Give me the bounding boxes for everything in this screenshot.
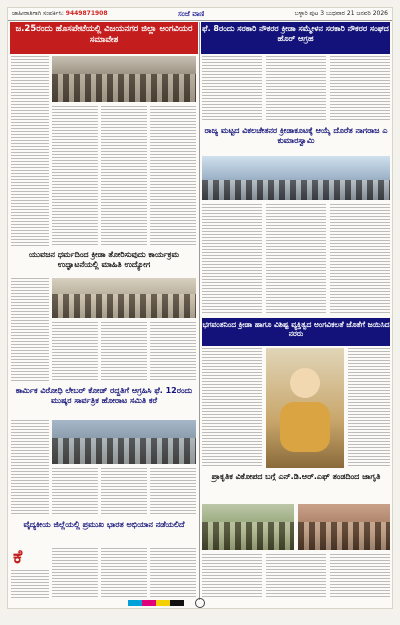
article-a5-col4	[150, 468, 196, 516]
photo-a3	[202, 156, 390, 200]
photo-a5	[52, 420, 196, 464]
headline-a5: ಕಾರ್ಮಿಕ ವಿರೋಧಿ ಲೇಬರ್ ಕೋಡ್ ರದ್ದತಿಗೆ ಆಗ್ರಹಿಸಿ ಫೆ. 12ರಂದು ಮುಷ್ಕರ ಸಾರ್ವತ್ರಿಕ ಹೋರಾಟ ಸಮಿತಿ ಕರೆ	[15, 386, 193, 405]
headline-a7: ಪ್ರಾಕೃತಿಕ ವಿಕೋಪದ ಬಗ್ಗೆ ಎನ್.ಡಿ.ಆರ್.ಎಫ್ ತಂಡದಿಂದ ಜಾಗೃತಿ	[211, 472, 381, 481]
article-a5-col3	[101, 468, 147, 516]
photo-a4	[52, 278, 196, 318]
article-a2-col2	[266, 56, 326, 122]
headline-a2: ಫೆ. 8ರಂದು ಸರಕಾರಿ ನೌಕರರ ಕ್ರೀಡಾ ಸಮ್ಮೇಳನ ಸರಕಾರಿ ನೌಕರರ ಸಂಘದ ಹೊರ್ ಆಗ್ರಹ	[201, 22, 390, 54]
photo-a7-left	[202, 504, 294, 550]
article-a4-col1	[11, 278, 49, 382]
headline-a1: ಜ.25ರಂದು ಹೊಸಪೇಟೆಯಲ್ಲಿ ವಿಜಯನಗರ ಜಿಲ್ಲಾ ಅಂಗವಿಯರ ಸಮಾವೇಶ	[10, 22, 198, 54]
article-a7-col2	[266, 554, 326, 598]
article-a4-col2	[52, 322, 98, 382]
article-a1-col2	[52, 106, 98, 246]
article-a2-col3	[330, 56, 390, 122]
newspaper-page	[8, 8, 392, 608]
headline-a6: ಭಗವಂತನಿಂದ ಕ್ರೀಡಾ ಹಾಗೂ ವಿಶಿಷ್ಟ ವ್ಯಕ್ತಿತ್ವದ ಅಂಗವಿಕಲತೆ ಜೊತೆಗೆ ಜಯಿಸಿದ ನರರು	[202, 318, 390, 346]
photo-a1	[52, 56, 196, 102]
masthead-contact	[12, 8, 108, 20]
color-bar-yellow	[156, 600, 170, 606]
article-a6-col2	[348, 348, 390, 468]
photo-a6	[266, 348, 344, 468]
column-rule	[199, 22, 200, 600]
article-a2-col1	[202, 56, 262, 122]
article-a8-col4	[150, 548, 196, 598]
article-a7-col3	[330, 554, 390, 598]
article-a3-col2	[266, 204, 326, 314]
article-a3-col3	[330, 204, 390, 314]
article-a8-col1	[11, 548, 49, 598]
article-a1-col3	[101, 106, 147, 246]
masthead	[8, 8, 392, 21]
headline-a3: ರಾಜ್ಯ ಮಟ್ಟದ ವಿಕಲಚೇತನರ ಕ್ರೀಡಾಕೂಟಕ್ಕೆ ಆಯ್ಕೆ ದೊರೆತ ನಾಗರಾಜ ಎ ಕುಮಾರಸ್ವಾಮಿ	[204, 126, 388, 145]
registration-mark	[195, 598, 205, 608]
masthead-contact-label: ಜಾಹೀರಾತಿಗಾಗಿ ಸಂಪರ್ಕಿಸಿ:	[12, 10, 64, 17]
headline-a4: ಯುವಜನ ಧರ್ಮದಿಂದ ಕ್ರೀಡಾ ತೋರಿಸುವುದು ಕಾರ್ಯಕ್ರಮ ಉದ್ಘಾಟನೆಯಲ್ಲಿ ಮಾಹಿತಿ ಉದ್ಯೋಗ	[28, 250, 180, 269]
article-a1-text	[11, 56, 49, 246]
article-a4-col4	[150, 322, 196, 382]
masthead-phone: 9449871908	[65, 10, 108, 17]
masthead-title: ಸಂಜೆ ವಾಣಿ	[178, 10, 205, 18]
drop-cap: ಕೆ	[13, 548, 23, 568]
color-bar-cyan	[128, 600, 142, 606]
article-a4-col3	[101, 322, 147, 382]
color-bar-magenta	[142, 600, 156, 606]
article-a5-col1	[11, 420, 49, 516]
article-a8-col3	[101, 548, 147, 598]
article-a5-col2	[52, 468, 98, 516]
photo-a7-right	[298, 504, 390, 550]
article-a1-col4	[150, 106, 196, 246]
masthead-dateline: ಬಳ್ಳಾರಿ ಪುಟ 3 ಬುಧವಾರ 21 ಜನವರಿ 2026	[294, 10, 388, 17]
article-a6-col1	[202, 348, 262, 468]
article-a7-col1	[202, 554, 262, 598]
article-a8-col2	[52, 548, 98, 598]
color-bar-black	[170, 600, 184, 606]
article-a3-col1	[202, 204, 262, 314]
headline-a8: ವೈದ್ಯಕೀಯ ಜಿಲ್ಲೆಯಲ್ಲಿ ಪ್ರಮುಖ ಭಾರತ ಅಭಿಯಾನ ನಡೆಯಲಿದೆ	[23, 520, 185, 529]
